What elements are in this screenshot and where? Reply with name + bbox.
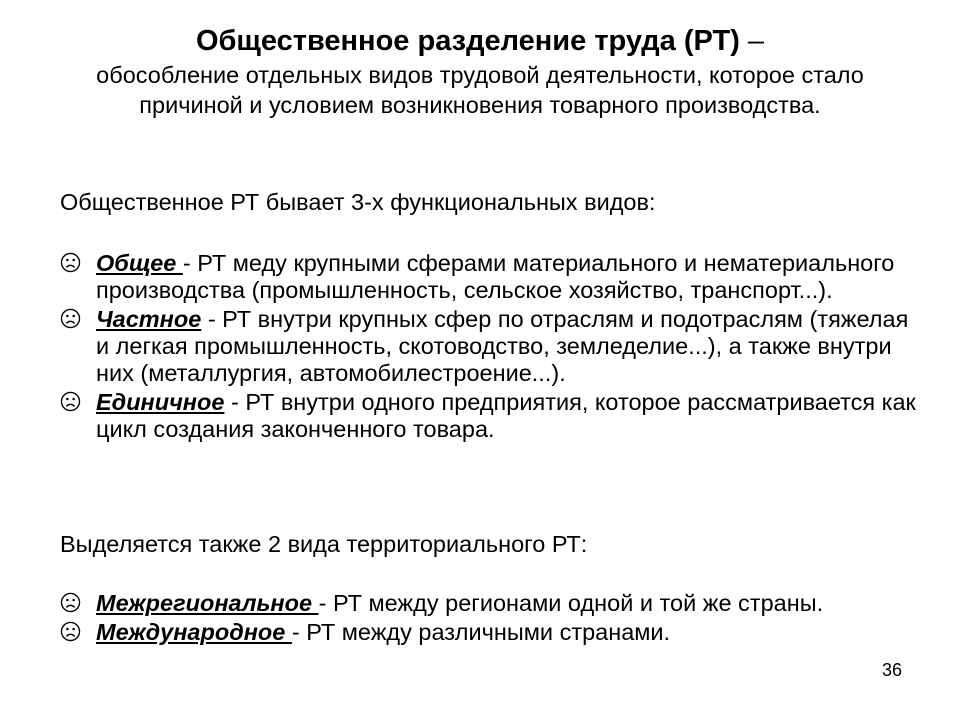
- list-item: [60, 306, 920, 387]
- section-heading-functional: Общественное РТ бывает 3-х функциональных видов:: [60, 189, 656, 215]
- list-item: [60, 590, 920, 617]
- title-block: [0, 22, 960, 120]
- item-text: - РТ внутри одного предприятия, которое рассматривается как цикл создания законченного товара.: [96, 389, 916, 442]
- item-term: Международное: [96, 619, 292, 645]
- item-term: Единичное: [96, 389, 225, 415]
- item-term: Частное: [96, 306, 202, 332]
- item-text: - РТ меду крупными сферами материального и нематериального производства (промышленность, сельское хозяйство, транспорт...).: [96, 250, 895, 303]
- item-term: Общее: [96, 250, 183, 276]
- functional-types-list: [60, 250, 920, 445]
- section-heading-territorial: Выделяется также 2 вида территориального РТ:: [60, 531, 588, 557]
- frowning-face-icon: [60, 252, 81, 273]
- item-term: Межрегиональное: [96, 590, 319, 616]
- slide-subtitle: обособление отдельных видов трудовой деятельности, которое стало причиной и условием возникновения товарного производства.: [96, 62, 864, 118]
- list-item: [60, 250, 920, 304]
- territorial-types-list: [60, 590, 920, 648]
- title-text: Общественное разделение труда (РТ): [195, 25, 740, 57]
- frowning-face-icon: [60, 308, 81, 329]
- frowning-face-icon: [60, 592, 81, 613]
- list-item: [60, 389, 920, 443]
- page-number: 36: [881, 660, 902, 680]
- item-text: - РТ внутри крупных сфер по отраслям и подотраслям (тяжелая и легкая промышленность, скотоводство, земледелие...), а также внутри них (металлургия, автомобилестроение...).: [96, 306, 909, 386]
- item-text: - РТ между регионами одной и той же страны.: [318, 590, 824, 616]
- list-item: [60, 619, 920, 646]
- title-dash: –: [739, 25, 765, 57]
- frowning-face-icon: [60, 621, 81, 642]
- item-text: - РТ между различными странами.: [291, 619, 671, 645]
- frowning-face-icon: [60, 391, 81, 412]
- slide-title: [0, 22, 960, 60]
